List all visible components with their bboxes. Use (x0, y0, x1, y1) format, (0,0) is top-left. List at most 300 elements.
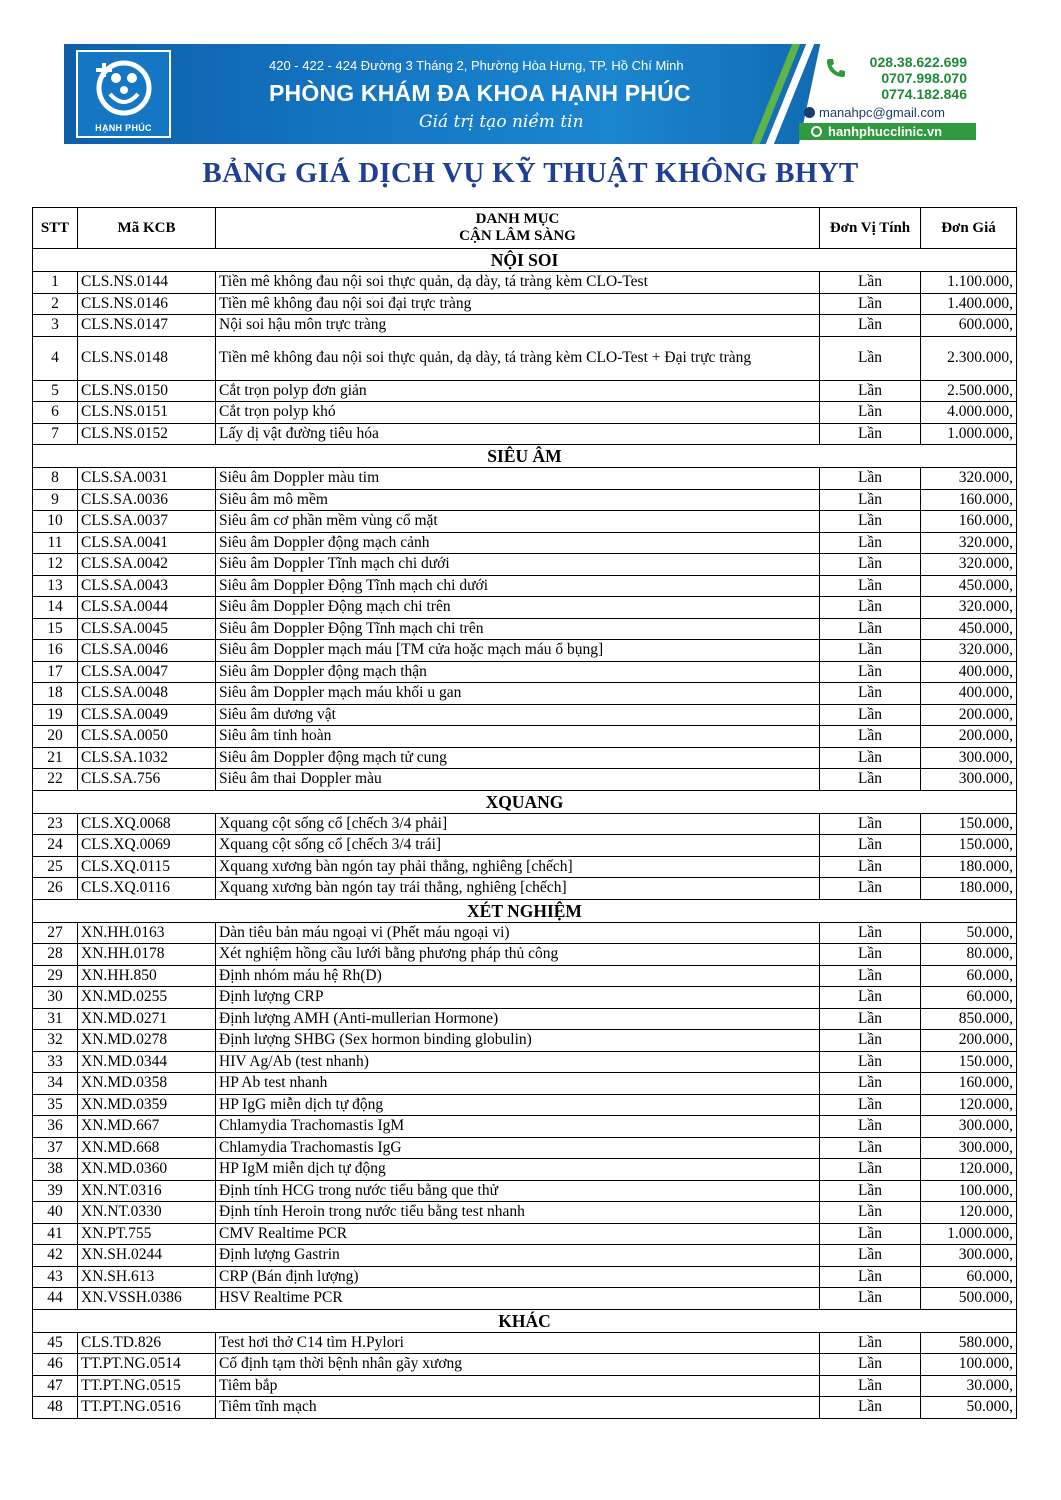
cell-price: 180.000, (921, 856, 1017, 878)
clinic-name: PHÒNG KHÁM ĐA KHOA HẠNH PHÚC (269, 80, 691, 106)
table-row (33, 423, 1017, 445)
cell-price: 60.000, (921, 1266, 1017, 1288)
cell-stt: 38 (33, 1159, 78, 1181)
logo-text: HẠNH PHÚC (95, 123, 152, 133)
cell-unit: Lần (820, 640, 921, 662)
cell-price: 4.000.000, (921, 402, 1017, 424)
cell-stt: 17 (33, 661, 78, 683)
cell-service-name: Siêu âm Doppler động mạch tử cung (216, 747, 820, 769)
cell-code: CLS.XQ.0115 (78, 856, 216, 878)
section-title: NỘI SOI (33, 249, 1017, 272)
table-row (33, 965, 1017, 987)
cell-stt: 35 (33, 1094, 78, 1116)
cell-unit: Lần (820, 747, 921, 769)
table-row (33, 1159, 1017, 1181)
section-header-row (33, 1309, 1017, 1332)
section-header-row (33, 899, 1017, 922)
cell-code: CLS.SA.0048 (78, 683, 216, 705)
cell-price: 50.000, (921, 922, 1017, 944)
table-row (33, 272, 1017, 294)
cell-service-name: Chlamydia Trachomastis IgG (216, 1137, 820, 1159)
cell-service-name: Siêu âm Doppler mạch máu khối u gan (216, 683, 820, 705)
cell-code: CLS.XQ.0069 (78, 835, 216, 857)
cell-code: XN.MD.0271 (78, 1008, 216, 1030)
cell-code: XN.NT.0330 (78, 1202, 216, 1224)
cell-unit: Lần (820, 944, 921, 966)
cell-price: 200.000, (921, 704, 1017, 726)
cell-code: CLS.TD.826 (78, 1332, 216, 1354)
section-header-row (33, 790, 1017, 813)
cell-service-name: Xquang cột sống cổ [chếch 3/4 trái] (216, 835, 820, 857)
table-row (33, 987, 1017, 1009)
cell-code: XN.HH.0178 (78, 944, 216, 966)
cell-price: 320.000, (921, 468, 1017, 490)
cell-price: 30.000, (921, 1375, 1017, 1397)
cell-service-name: Lấy dị vật đường tiêu hóa (216, 423, 820, 445)
cell-service-name: Siêu âm mô mềm (216, 489, 820, 511)
table-row (33, 769, 1017, 791)
table-row (33, 1354, 1017, 1376)
cell-code: CLS.SA.0047 (78, 661, 216, 683)
table-row (33, 1245, 1017, 1267)
table-header-row (33, 208, 1017, 249)
cell-unit: Lần (820, 1008, 921, 1030)
clinic-address: 420 - 422 - 424 Đường 3 Tháng 2, Phường Hòa Hưng, TP. Hồ Chí Minh (269, 58, 684, 73)
table-row (33, 747, 1017, 769)
cell-service-name: Siêu âm tinh hoàn (216, 726, 820, 748)
cell-stt: 6 (33, 402, 78, 424)
cell-unit: Lần (820, 922, 921, 944)
cell-service-name: Siêu âm Doppler Động mạch chi trên (216, 597, 820, 619)
cell-price: 300.000, (921, 1137, 1017, 1159)
table-row (33, 380, 1017, 402)
cell-unit: Lần (820, 856, 921, 878)
cell-service-name: Định lượng CRP (216, 987, 820, 1009)
cell-stt: 5 (33, 380, 78, 402)
cell-unit: Lần (820, 597, 921, 619)
cell-price: 400.000, (921, 661, 1017, 683)
cell-service-name: Tiêm tĩnh mạch (216, 1397, 820, 1419)
cell-stt: 41 (33, 1223, 78, 1245)
cell-price: 450.000, (921, 618, 1017, 640)
cell-code: XN.MD.0344 (78, 1051, 216, 1073)
cell-code: CLS.SA.0045 (78, 618, 216, 640)
cell-stt: 43 (33, 1266, 78, 1288)
cell-unit: Lần (820, 1332, 921, 1354)
header-unit: Đơn Vị Tính (820, 208, 921, 249)
cell-unit: Lần (820, 618, 921, 640)
cell-service-name: Tiền mê không đau nội soi thực quản, dạ dày, tá tràng kèm CLO-Test + Đại trực tràng (216, 336, 820, 380)
table-row (33, 1116, 1017, 1138)
cell-code: CLS.SA.0036 (78, 489, 216, 511)
cell-price: 150.000, (921, 1051, 1017, 1073)
cell-code: CLS.SA.756 (78, 769, 216, 791)
cell-stt: 36 (33, 1116, 78, 1138)
table-row (33, 944, 1017, 966)
cell-service-name: Xét nghiệm hồng cầu lưới bằng phương pháp thủ công (216, 944, 820, 966)
cell-stt: 48 (33, 1397, 78, 1419)
cell-stt: 46 (33, 1354, 78, 1376)
cell-stt: 2 (33, 293, 78, 315)
table-row (33, 1332, 1017, 1354)
cell-stt: 23 (33, 813, 78, 835)
header-code: Mã KCB (78, 208, 216, 249)
cell-code: XN.MD.0360 (78, 1159, 216, 1181)
cell-service-name: Cắt trọn polyp khó (216, 402, 820, 424)
cell-price: 300.000, (921, 1116, 1017, 1138)
table-row (33, 468, 1017, 490)
table-row (33, 1008, 1017, 1030)
table-row (33, 511, 1017, 533)
cell-code: CLS.SA.0043 (78, 575, 216, 597)
cell-service-name: Siêu âm Doppler Động Tĩnh mạch chi dưới (216, 575, 820, 597)
family-logo-icon (92, 60, 156, 116)
cell-unit: Lần (820, 315, 921, 337)
cell-stt: 8 (33, 468, 78, 490)
cell-code: XN.MD.0278 (78, 1030, 216, 1052)
section-header-row (33, 249, 1017, 272)
cell-price: 150.000, (921, 835, 1017, 857)
cell-stt: 21 (33, 747, 78, 769)
cell-code: CLS.NS.0150 (78, 380, 216, 402)
cell-price: 1.000.000, (921, 1223, 1017, 1245)
section-title: XQUANG (33, 790, 1017, 813)
table-row (33, 1180, 1017, 1202)
table-row (33, 315, 1017, 337)
cell-service-name: Siêu âm Doppler mạch máu [TM cửa hoặc mạch máu ổ bụng] (216, 640, 820, 662)
globe-icon (811, 126, 822, 137)
table-row (33, 1073, 1017, 1095)
cell-service-name: Định tính HCG trong nước tiểu bằng que thử (216, 1180, 820, 1202)
email-row (804, 105, 945, 120)
cell-unit: Lần (820, 468, 921, 490)
cell-unit: Lần (820, 575, 921, 597)
cell-service-name: Xquang xương bàn ngón tay trái thẳng, nghiêng [chếch] (216, 878, 820, 900)
cell-price: 500.000, (921, 1288, 1017, 1310)
cell-service-name: HP IgM miễn dịch tự động (216, 1159, 820, 1181)
cell-stt: 14 (33, 597, 78, 619)
cell-stt: 20 (33, 726, 78, 748)
cell-unit: Lần (820, 1137, 921, 1159)
cell-price: 120.000, (921, 1202, 1017, 1224)
cell-price: 60.000, (921, 965, 1017, 987)
cell-service-name: Siêu âm dương vật (216, 704, 820, 726)
cell-unit: Lần (820, 380, 921, 402)
cell-stt: 45 (33, 1332, 78, 1354)
cell-code: CLS.SA.0046 (78, 640, 216, 662)
cell-stt: 26 (33, 878, 78, 900)
cell-stt: 7 (33, 423, 78, 445)
website-bar (799, 123, 976, 140)
section-title: KHÁC (33, 1309, 1017, 1332)
cell-code: XN.HH.850 (78, 965, 216, 987)
cell-unit: Lần (820, 1266, 921, 1288)
cell-price: 160.000, (921, 1073, 1017, 1095)
phone-number[interactable]: 028.38.622.699 (869, 54, 967, 70)
cell-stt: 4 (33, 336, 78, 380)
cell-unit: Lần (820, 1116, 921, 1138)
cell-service-name: Siêu âm Doppler màu tim (216, 468, 820, 490)
cell-price: 180.000, (921, 878, 1017, 900)
website-link[interactable]: hanhphucclinic.vn (828, 124, 943, 139)
cell-code: CLS.NS.0148 (78, 336, 216, 380)
cell-price: 80.000, (921, 944, 1017, 966)
clinic-banner (64, 44, 976, 144)
phone-icon (824, 56, 848, 80)
table-row (33, 1223, 1017, 1245)
clinic-logo (76, 50, 171, 138)
cell-unit: Lần (820, 661, 921, 683)
cell-service-name: Dàn tiêu bản máu ngoại vi (Phết máu ngoại vi) (216, 922, 820, 944)
cell-price: 50.000, (921, 1397, 1017, 1419)
cell-stt: 32 (33, 1030, 78, 1052)
cell-unit: Lần (820, 511, 921, 533)
cell-stt: 12 (33, 554, 78, 576)
cell-code: TT.PT.NG.0516 (78, 1397, 216, 1419)
cell-price: 300.000, (921, 747, 1017, 769)
phone-number[interactable]: 0774.182.846 (881, 86, 967, 102)
cell-stt: 29 (33, 965, 78, 987)
cell-code: XN.NT.0316 (78, 1180, 216, 1202)
page-title: BẢNG GIÁ DỊCH VỤ KỸ THUẬT KHÔNG BHYT (202, 157, 859, 189)
cell-service-name: Định nhóm máu hệ Rh(D) (216, 965, 820, 987)
cell-service-name: Nội soi hậu môn trực tràng (216, 315, 820, 337)
cell-code: CLS.XQ.0116 (78, 878, 216, 900)
header-category-line1: DANH MỤC (475, 211, 560, 227)
cell-code: XN.SH.613 (78, 1266, 216, 1288)
table-row (33, 856, 1017, 878)
cell-code: XN.MD.667 (78, 1116, 216, 1138)
cell-code: XN.MD.0358 (78, 1073, 216, 1095)
cell-service-name: Xquang cột sống cổ [chếch 3/4 phải] (216, 813, 820, 835)
cell-price: 120.000, (921, 1159, 1017, 1181)
table-row (33, 1137, 1017, 1159)
cell-code: CLS.SA.0041 (78, 532, 216, 554)
cell-price: 2.300.000, (921, 336, 1017, 380)
cell-code: CLS.SA.0044 (78, 597, 216, 619)
cell-service-name: HP Ab test nhanh (216, 1073, 820, 1095)
phone-list (854, 54, 967, 102)
cell-price: 150.000, (921, 813, 1017, 835)
phone-number[interactable]: 0707.998.070 (881, 70, 967, 86)
cell-unit: Lần (820, 423, 921, 445)
cell-service-name: HIV Ag/Ab (test nhanh) (216, 1051, 820, 1073)
table-row (33, 661, 1017, 683)
cell-code: CLS.NS.0152 (78, 423, 216, 445)
cell-service-name: Cố định tạm thời bệnh nhân gãy xương (216, 1354, 820, 1376)
cell-unit: Lần (820, 1223, 921, 1245)
cell-code: CLS.SA.0042 (78, 554, 216, 576)
cell-code: CLS.SA.0031 (78, 468, 216, 490)
cell-unit: Lần (820, 683, 921, 705)
cell-stt: 44 (33, 1288, 78, 1310)
cell-code: CLS.NS.0146 (78, 293, 216, 315)
header-price: Đơn Giá (921, 208, 1017, 249)
cell-stt: 31 (33, 1008, 78, 1030)
cell-price: 2.500.000, (921, 380, 1017, 402)
cell-service-name: HP IgG miễn dịch tự động (216, 1094, 820, 1116)
cell-service-name: Tiêm bắp (216, 1375, 820, 1397)
cell-service-name: Siêu âm cơ phần mềm vùng cổ mặt (216, 511, 820, 533)
table-row (33, 293, 1017, 315)
cell-service-name: Định tính Heroin trong nước tiểu bằng test nhanh (216, 1202, 820, 1224)
cell-unit: Lần (820, 813, 921, 835)
cell-unit: Lần (820, 704, 921, 726)
cell-unit: Lần (820, 272, 921, 294)
cell-code: XN.MD.0255 (78, 987, 216, 1009)
email-address[interactable]: manahpc@gmail.com (819, 105, 945, 120)
cell-service-name: Cắt trọn polyp đơn giản (216, 380, 820, 402)
cell-stt: 27 (33, 922, 78, 944)
cell-code: CLS.XQ.0068 (78, 813, 216, 835)
table-row (33, 878, 1017, 900)
section-title: XÉT NGHIỆM (33, 899, 1017, 922)
cell-stt: 15 (33, 618, 78, 640)
cell-service-name: Siêu âm Doppler Động Tĩnh mạch chi trên (216, 618, 820, 640)
cell-unit: Lần (820, 293, 921, 315)
header-category (216, 208, 820, 249)
cell-unit: Lần (820, 532, 921, 554)
table-row (33, 489, 1017, 511)
table-row (33, 835, 1017, 857)
cell-stt: 10 (33, 511, 78, 533)
cell-stt: 39 (33, 1180, 78, 1202)
table-row (33, 922, 1017, 944)
cell-stt: 9 (33, 489, 78, 511)
table-row (33, 726, 1017, 748)
table-row (33, 532, 1017, 554)
cell-unit: Lần (820, 1180, 921, 1202)
cell-unit: Lần (820, 726, 921, 748)
cell-service-name: Siêu âm Doppler động mạch thận (216, 661, 820, 683)
cell-unit: Lần (820, 402, 921, 424)
table-row (33, 1094, 1017, 1116)
cell-price: 100.000, (921, 1180, 1017, 1202)
cell-unit: Lần (820, 1159, 921, 1181)
cell-stt: 13 (33, 575, 78, 597)
cell-service-name: CMV Realtime PCR (216, 1223, 820, 1245)
cell-unit: Lần (820, 1397, 921, 1419)
table-row (33, 1288, 1017, 1310)
table-row (33, 597, 1017, 619)
table-body (33, 249, 1017, 1419)
cell-service-name: Siêu âm Doppler Tĩnh mạch chi dưới (216, 554, 820, 576)
cell-unit: Lần (820, 769, 921, 791)
cell-unit: Lần (820, 987, 921, 1009)
cell-code: XN.HH.0163 (78, 922, 216, 944)
cell-service-name: Chlamydia Trachomastis IgM (216, 1116, 820, 1138)
cell-code: CLS.SA.0049 (78, 704, 216, 726)
cell-service-name: Xquang xương bàn ngón tay phải thẳng, nghiêng [chếch] (216, 856, 820, 878)
cell-code: CLS.NS.0151 (78, 402, 216, 424)
cell-stt: 30 (33, 987, 78, 1009)
section-header-row (33, 445, 1017, 468)
table-row (33, 640, 1017, 662)
cell-service-name: HSV Realtime PCR (216, 1288, 820, 1310)
cell-code: CLS.NS.0147 (78, 315, 216, 337)
cell-unit: Lần (820, 965, 921, 987)
cell-code: XN.MD.668 (78, 1137, 216, 1159)
table-row (33, 1202, 1017, 1224)
cell-service-name: Siêu âm thai Doppler màu (216, 769, 820, 791)
cell-service-name: Test hơi thở C14 tìm H.Pylori (216, 1332, 820, 1354)
cell-stt: 3 (33, 315, 78, 337)
cell-price: 1.100.000, (921, 272, 1017, 294)
cell-code: TT.PT.NG.0515 (78, 1375, 216, 1397)
table-row (33, 575, 1017, 597)
cell-price: 320.000, (921, 532, 1017, 554)
table-row (33, 813, 1017, 835)
cell-stt: 1 (33, 272, 78, 294)
cell-price: 100.000, (921, 1354, 1017, 1376)
cell-price: 320.000, (921, 554, 1017, 576)
cell-code: TT.PT.NG.0514 (78, 1354, 216, 1376)
cell-unit: Lần (820, 1030, 921, 1052)
cell-stt: 40 (33, 1202, 78, 1224)
table-row (33, 704, 1017, 726)
cell-code: XN.PT.755 (78, 1223, 216, 1245)
header-stt: STT (33, 208, 78, 249)
cell-stt: 24 (33, 835, 78, 857)
cell-stt: 47 (33, 1375, 78, 1397)
cell-unit: Lần (820, 489, 921, 511)
cell-service-name: Định lượng SHBG (Sex hormon binding globulin) (216, 1030, 820, 1052)
cell-unit: Lần (820, 1288, 921, 1310)
cell-service-name: Tiền mê không đau nội soi đại trực tràng (216, 293, 820, 315)
cell-stt: 25 (33, 856, 78, 878)
cell-stt: 11 (33, 532, 78, 554)
cell-price: 400.000, (921, 683, 1017, 705)
cell-stt: 22 (33, 769, 78, 791)
cell-stt: 18 (33, 683, 78, 705)
cell-code: CLS.SA.0050 (78, 726, 216, 748)
cell-stt: 28 (33, 944, 78, 966)
cell-stt: 42 (33, 1245, 78, 1267)
cell-price: 320.000, (921, 597, 1017, 619)
table-row (33, 1375, 1017, 1397)
cell-price: 300.000, (921, 769, 1017, 791)
cell-stt: 16 (33, 640, 78, 662)
cell-unit: Lần (820, 1051, 921, 1073)
cell-service-name: Định lượng Gastrin (216, 1245, 820, 1267)
clinic-slogan: Giá trị tạo niềm tin (419, 112, 584, 132)
header-category-line2: CẬN LÂM SÀNG (459, 228, 576, 244)
cell-code: XN.VSSH.0386 (78, 1288, 216, 1310)
cell-unit: Lần (820, 1375, 921, 1397)
cell-unit: Lần (820, 1073, 921, 1095)
cell-unit: Lần (820, 1202, 921, 1224)
cell-price: 200.000, (921, 726, 1017, 748)
table-row (33, 683, 1017, 705)
table-row (33, 554, 1017, 576)
cell-price: 1.000.000, (921, 423, 1017, 445)
cell-stt: 33 (33, 1051, 78, 1073)
cell-unit: Lần (820, 878, 921, 900)
table-row (33, 618, 1017, 640)
cell-code: XN.MD.0359 (78, 1094, 216, 1116)
cell-service-name: Siêu âm Doppler động mạch cảnh (216, 532, 820, 554)
cell-service-name: Tiền mê không đau nội soi thực quản, dạ dày, tá tràng kèm CLO-Test (216, 272, 820, 294)
cell-service-name: Định lượng AMH (Anti-mullerian Hormone) (216, 1008, 820, 1030)
price-table (32, 207, 1017, 1419)
table-row (33, 1030, 1017, 1052)
cell-price: 160.000, (921, 511, 1017, 533)
cell-code: CLS.SA.0037 (78, 511, 216, 533)
cell-price: 120.000, (921, 1094, 1017, 1116)
table-row (33, 1397, 1017, 1419)
cell-unit: Lần (820, 1094, 921, 1116)
cell-price: 200.000, (921, 1030, 1017, 1052)
